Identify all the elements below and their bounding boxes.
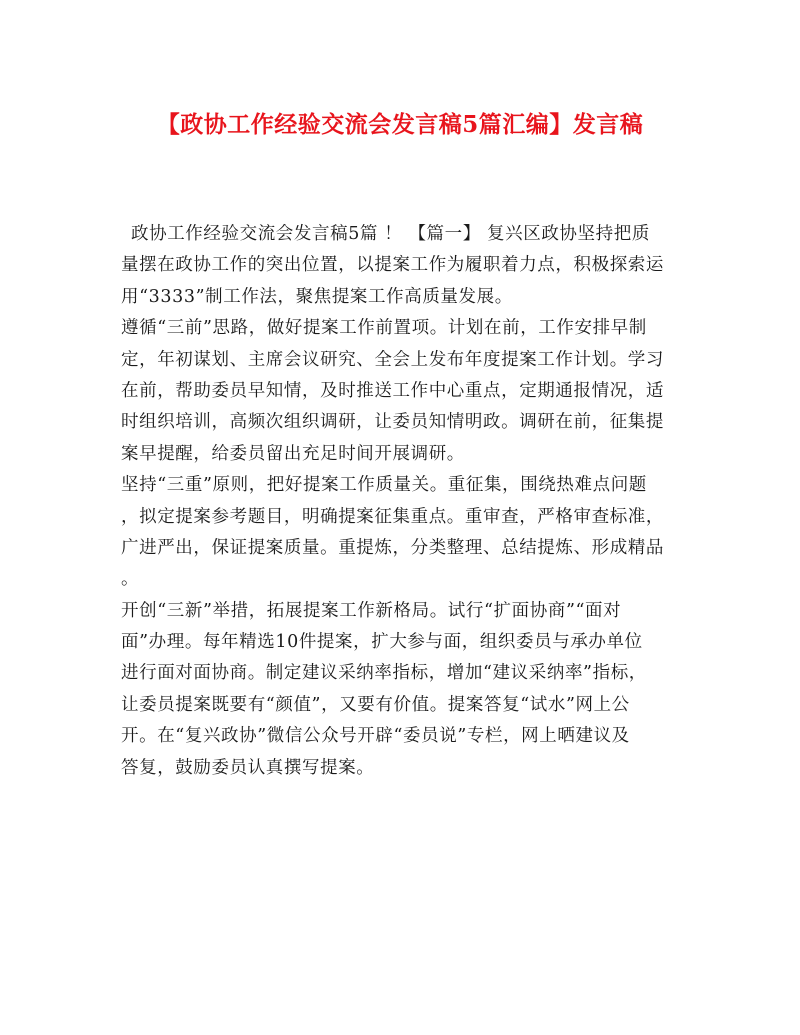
- document-body: [121, 219, 681, 784]
- text-line: 定，年初谋划、主席会议研究、全会上发布年度提案工作计划。学习: [121, 349, 664, 370]
- text-line: 广进严出，保证提案质量。重提炼，分类整理、总结提炼、形成精品: [121, 537, 664, 558]
- text-line: 遵循“三前”思路，做好提案工作前置项。计划在前，工作安排早制: [121, 318, 647, 339]
- text-line: 。: [121, 569, 140, 590]
- text-line: 政协工作经验交流会发言稿5篇 ！ 【篇一】 复兴区政协坚持把质: [131, 224, 650, 244]
- text-line: ，拟定提案参考题目，明确提案征集重点。重审查，严格审查标准，: [121, 506, 664, 527]
- text-line: 量摆在政协工作的突出位置，以提案工作为履职着力点，积极探索运: [121, 255, 664, 276]
- text-line: 答复，鼓励委员认真撰写提案。: [121, 757, 375, 778]
- text-line: 开。在“复兴政协”微信公众号开辟“委员说”专栏，网上晒建议及: [121, 726, 630, 747]
- text-line: 时组织培训，高频次组织调研，让委员知情明政。调研在前，征集提: [121, 412, 664, 433]
- document-title: 【政协工作经验交流会发言稿5篇汇编】发言稿: [156, 111, 644, 138]
- text-line: 开创“三新”举措，拓展提案工作新格局。试行“扩面协商”“面对: [121, 600, 622, 621]
- text-line: 坚持“三重”原则，把好提案工作质量关。重征集，围绕热难点问题: [121, 475, 647, 496]
- text-line: 在前，帮助委员早知情，及时推送工作中心重点，定期通报情况，适: [121, 380, 664, 401]
- text-line: 面”办理。每年精选10件提案，扩大参与面，组织委员与承办单位: [121, 632, 643, 653]
- text-line: 进行面对面协商。制定建议采纳率指标，增加“建议采纳率”指标，: [121, 663, 647, 684]
- text-line: 让委员提案既要有“颜值”，又要有价值。提案答复“试水”网上公: [121, 694, 630, 715]
- text-line: 用“3333”制工作法，聚焦提案工作高质量发展。: [121, 286, 513, 307]
- text-line: 案早提醒，给委员留出充足时间开展调研。: [121, 443, 465, 464]
